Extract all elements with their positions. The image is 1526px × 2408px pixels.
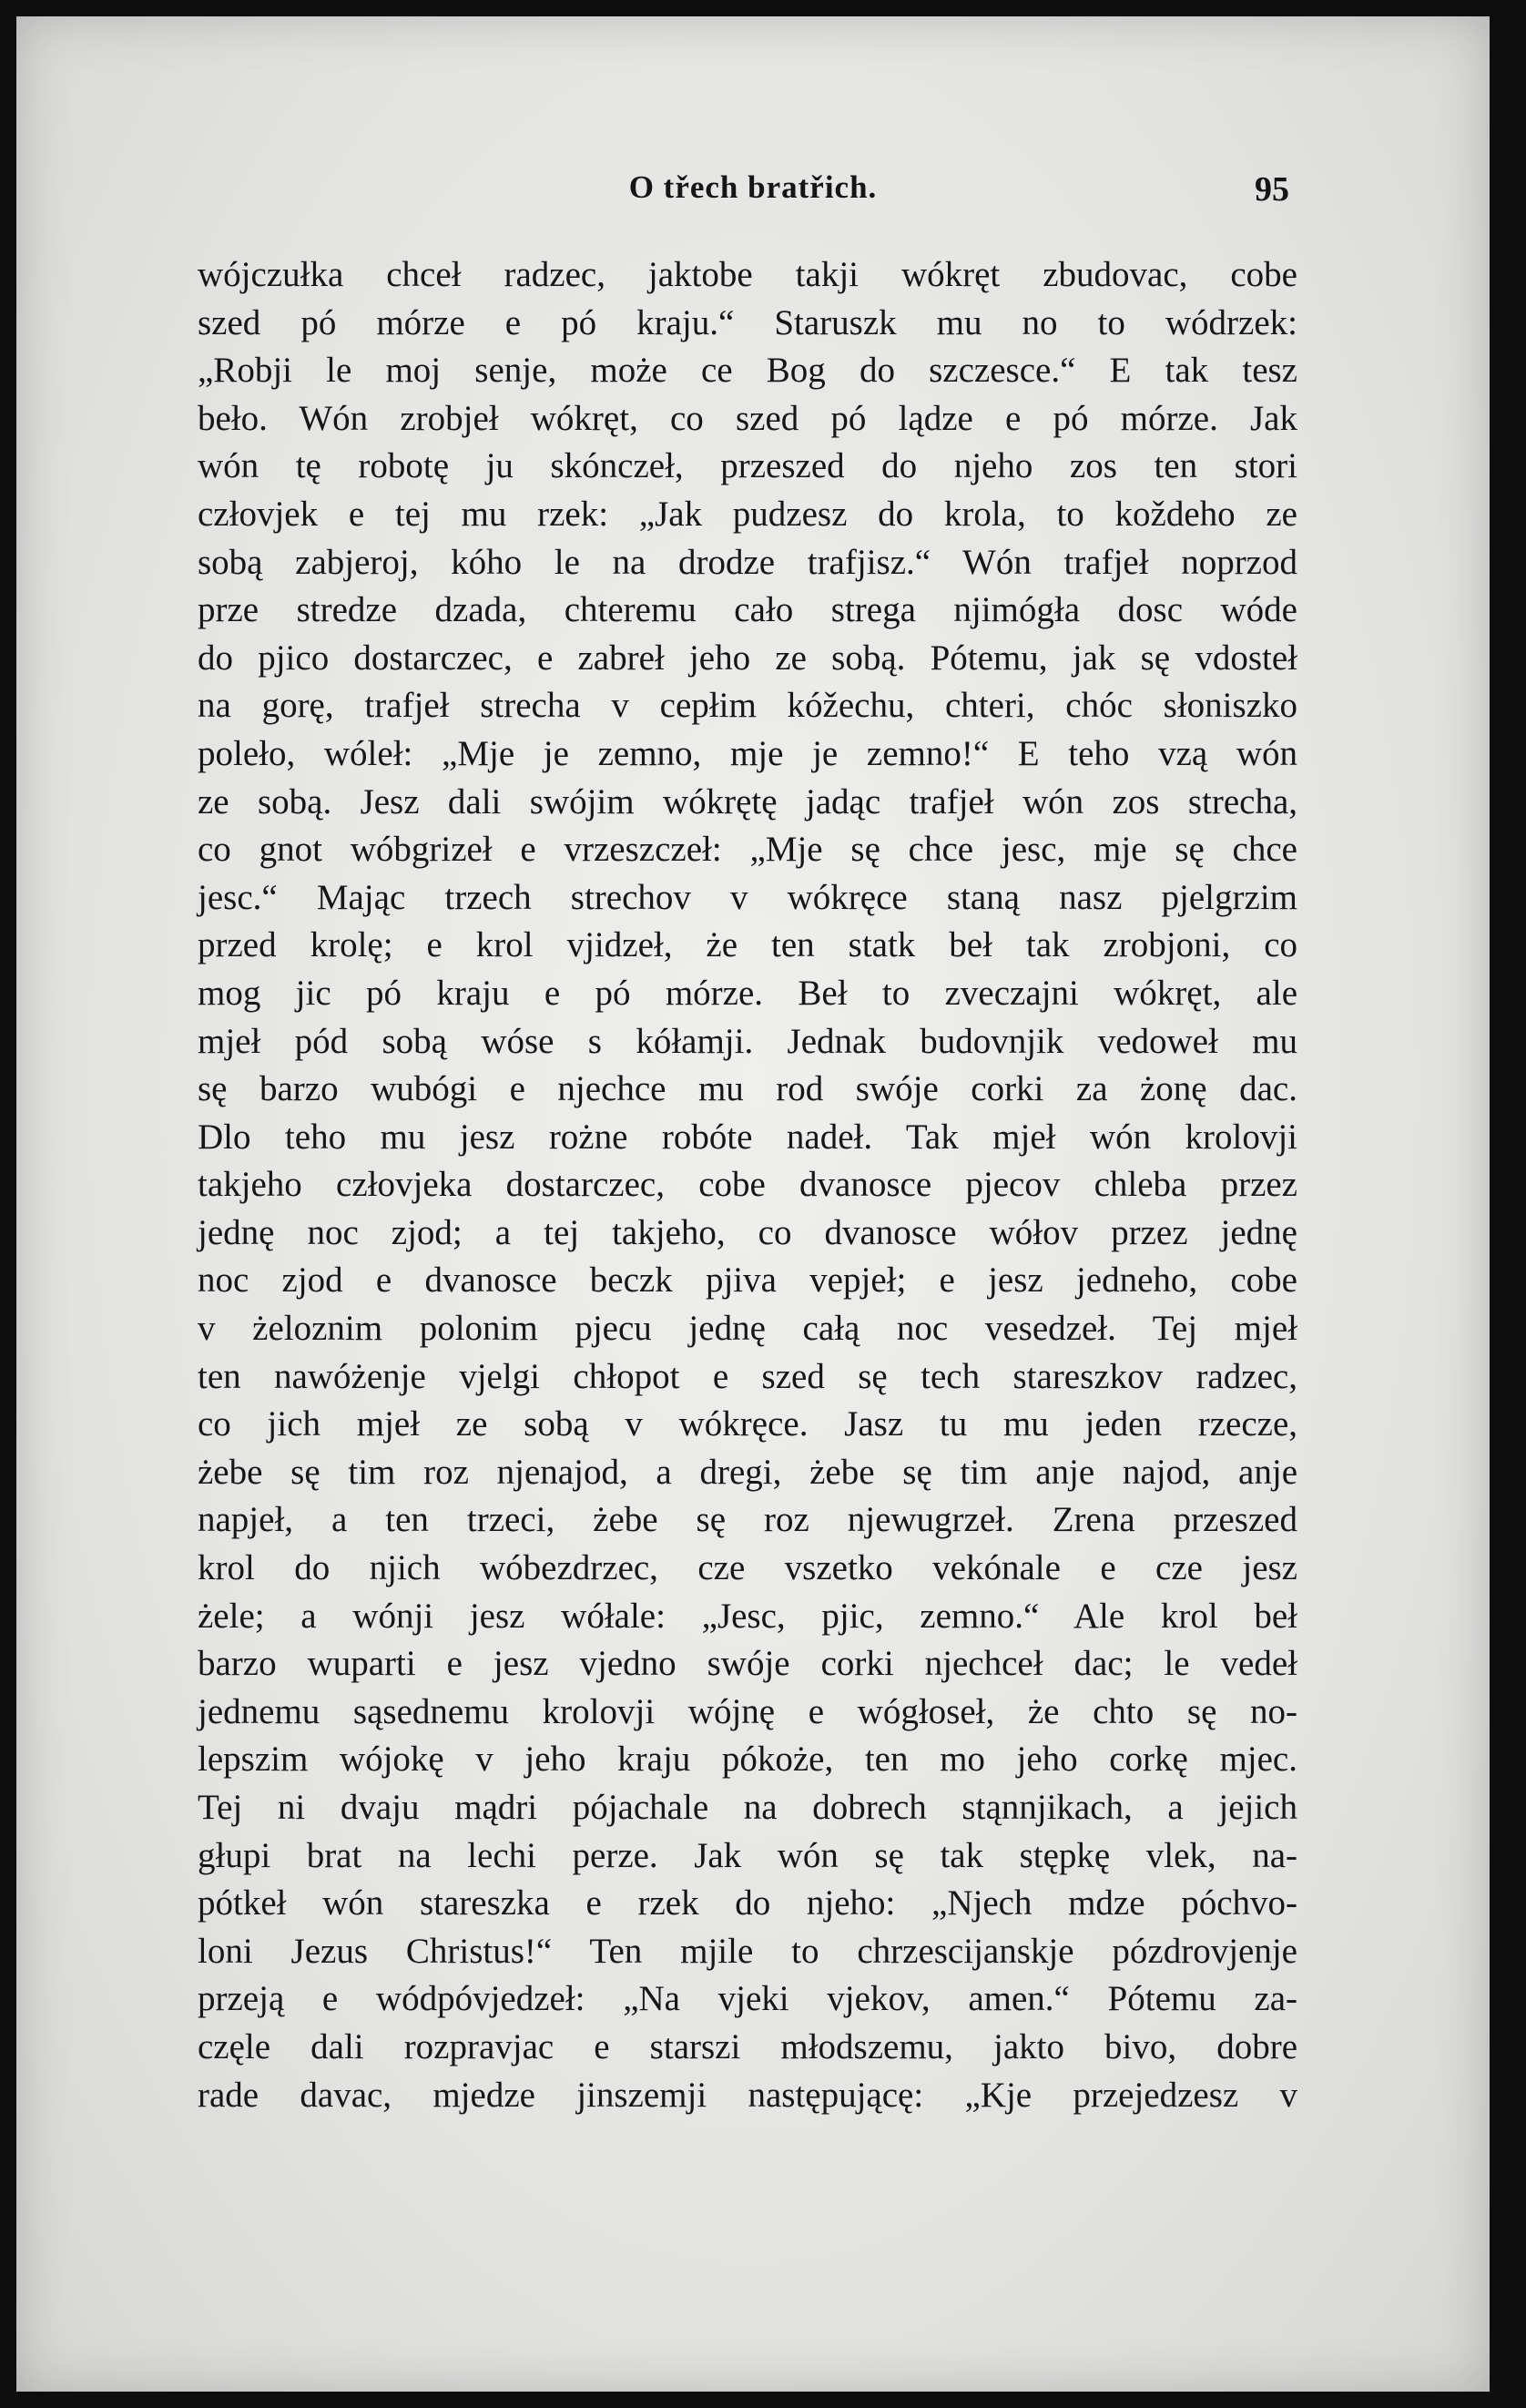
text-line: v żeloznim polonim pjecu jednę całą noc vesedzeł. Tej mjeł — [198, 1309, 1297, 1349]
text-line: do pjico dostarczec, e zabreł jeho ze sobą. Pótemu, jak sę vdosteł — [198, 638, 1297, 678]
text-line: krol do njich wóbezdrzec, cze vszetko vekónale e cze jesz — [198, 1548, 1297, 1588]
text-line: noc zjod e dvanosce beczk pjiva vepjeł; e jesz jedneho, cobe — [198, 1260, 1297, 1301]
text-line: barzo wuparti e jesz vjedno swóje corki njechceł dac; le vedeł — [198, 1644, 1297, 1684]
text-line: beło. Wón zrobjeł wókręt, co szed pó lądze e pó mórze. Jak — [198, 398, 1297, 438]
page-header — [16, 164, 1490, 219]
text-line: sobą zabjeroj, kóho le na drodze trafjisz.“ Wón trafjeł noprzod — [198, 542, 1297, 582]
text-line: rade davac, mjedze jinszemji następującę: „Kje przejedzesz v — [198, 2075, 1297, 2115]
text-line: prze stredze dzada, chteremu cało strega njimógła dosc wóde — [198, 590, 1297, 630]
page-number: 95 — [1255, 170, 1289, 209]
book-page — [16, 16, 1490, 2392]
text-line: napjeł, a ten trzeci, żebe sę roz njewugrzeł. Zrena przeszed — [198, 1500, 1297, 1540]
text-line: ten nawóżenje vjelgi chłopot e szed sę tech stareszkov radzec, — [198, 1356, 1297, 1396]
running-title: O třech bratřich. — [628, 169, 878, 205]
text-line: takjeho człovjeka dostarczec, cobe dvanosce pjecov chleba przez — [198, 1165, 1297, 1205]
text-line: człovjek e tej mu rzek: „Jak pudzesz do krola, to koždeho ze — [198, 494, 1297, 534]
text-line: żebe sę tim roz njenajod, a dregi, żebe sę tim anje najod, anje — [198, 1452, 1297, 1492]
text-line: poleło, wóleł: „Mje je zemno, mje je zemno!“ E teho vzą wón — [198, 733, 1297, 773]
text-line: lepszim wójokę v jeho kraju pókoże, ten mo jeho corkę mjec. — [198, 1740, 1297, 1780]
text-line: mjeł pód sobą wóse s kółamji. Jednak budovnjik vedoweł mu — [198, 1021, 1297, 1061]
text-line: sę barzo wubógi e njechce mu rod swóje corki za żonę dac. — [198, 1069, 1297, 1109]
body-text — [198, 251, 1297, 2119]
text-line: szed pó mórze e pó kraju.“ Staruszk mu no to wódrzek: — [198, 302, 1297, 342]
text-line: przed krolę; e krol vjidzeł, że ten statk beł tak zrobjoni, co — [198, 925, 1297, 965]
text-line: Tej ni dvaju mądri pójachale na dobrech stąnnjikach, a jejich — [198, 1788, 1297, 1827]
text-line: loni Jezus Christus!“ Ten mjile to chrzescijanskje pózdrovjenje — [198, 1931, 1297, 1971]
text-line: pótkeł wón stareszka e rzek do njeho: „Njech mdze póchvo- — [198, 1883, 1297, 1923]
text-line: częle dali rozpravjac e starszi młodszemu, jakto bivo, dobre — [198, 2026, 1297, 2066]
text-line: jesc.“ Mając trzech strechov v wókręce staną nasz pjelgrzim — [198, 877, 1297, 917]
text-line: na gorę, trafjeł strecha v cepłim kóžechu, chteri, chóc słoniszko — [198, 686, 1297, 726]
text-line: jednemu sąsednemu krolovji wójnę e wógłoseł, że chto sę no- — [198, 1691, 1297, 1731]
text-line: Dlo teho mu jesz rożne robóte nadeł. Tak mjeł wón krolovji — [198, 1117, 1297, 1157]
text-line: mog jic pó kraju e pó mórze. Beł to zveczajni wókręt, ale — [198, 973, 1297, 1013]
text-line: jednę noc zjod; a tej takjeho, co dvanosce wółov przez jednę — [198, 1212, 1297, 1252]
text-line: wón tę robotę ju skónczeł, przeszed do njeho zos ten stori — [198, 446, 1297, 486]
text-line: żele; a wónji jesz wółale: „Jesc, pjic, zemno.“ Ale krol beł — [198, 1596, 1297, 1636]
text-line: wójczułka chceł radzec, jaktobe takji wókręt zbudovac, cobe — [198, 255, 1297, 294]
text-line: głupi brat na lechi perze. Jak wón sę tak stępkę vlek, na- — [198, 1835, 1297, 1875]
text-line: „Robji le moj senje, może ce Bog do szczesce.“ E tak tesz — [198, 351, 1297, 391]
text-line: ze sobą. Jesz dali swójim wókrętę jadąc trafjeł wón zos strecha, — [198, 781, 1297, 821]
text-line: co gnot wóbgrizeł e vrzeszczeł: „Mje sę chce jesc, mje sę chce — [198, 830, 1297, 870]
text-line: co jich mjeł ze sobą v wókręce. Jasz tu mu jeden rzecze, — [198, 1404, 1297, 1444]
text-line: przeją e wódpóvjedzeł: „Na vjeki vjekov, amen.“ Pótemu za- — [198, 1979, 1297, 2019]
